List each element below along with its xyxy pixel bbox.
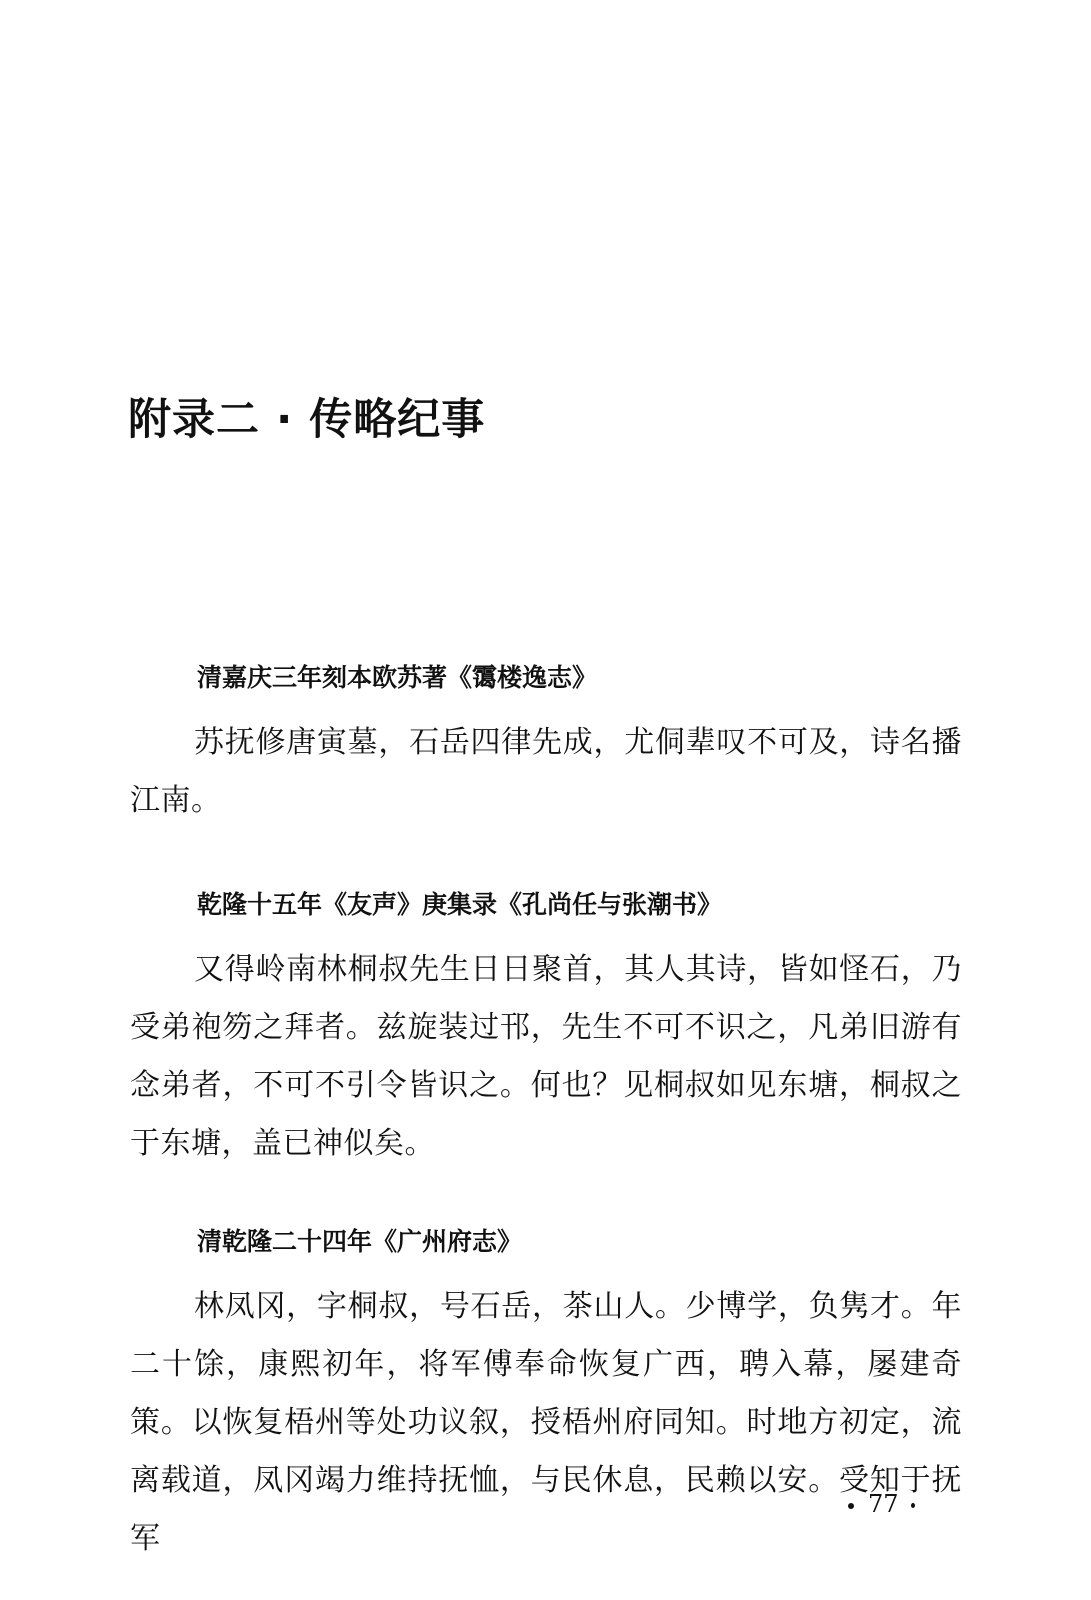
- section-heading: 乾隆十五年《友声》庚集录《孔尚任与张潮书》: [197, 890, 723, 919]
- chapter-title: 附录二 · 传略纪事: [128, 395, 486, 445]
- section-3: [130, 1222, 962, 1568]
- section-heading: 清嘉庆三年刻本欧苏著《霭楼逸志》: [197, 663, 598, 692]
- page-number-value: 77: [868, 1490, 899, 1518]
- section-2: [130, 885, 962, 1173]
- bullet-dot-icon: [911, 1503, 915, 1508]
- section-heading: 清乾隆二十四年《广州府志》: [197, 1227, 523, 1256]
- section-body: 苏抚修唐寅墓，石岳四律先成，尤侗辈叹不可及，诗名播江南。: [130, 725, 962, 818]
- page-number: [848, 1488, 915, 1520]
- bullet-dot-icon: [848, 1503, 854, 1509]
- section-1: [130, 658, 962, 830]
- section-body: 又得岭南林桐叔先生日日聚首，其人其诗，皆如怪石，乃受弟袍笏之拜者。兹旋装过邗，先生不可不识之，凡弟旧游有念弟者，不可不引令皆识之。何也？见桐叔如见东塘，桐叔之于东塘，盖已神似矣。: [130, 952, 962, 1161]
- section-body: 林凤冈，字桐叔，号石岳，茶山人。少博学，负隽才。年二十馀，康熙初年，将军傅奉命恢复广西，聘入幕，屡建奇策。以恢复梧州等处功议叙，授梧州府同知。时地方初定，流离载道，凤冈竭力维持抚恤，与民休息，民赖以安。受知于抚军: [130, 1289, 962, 1556]
